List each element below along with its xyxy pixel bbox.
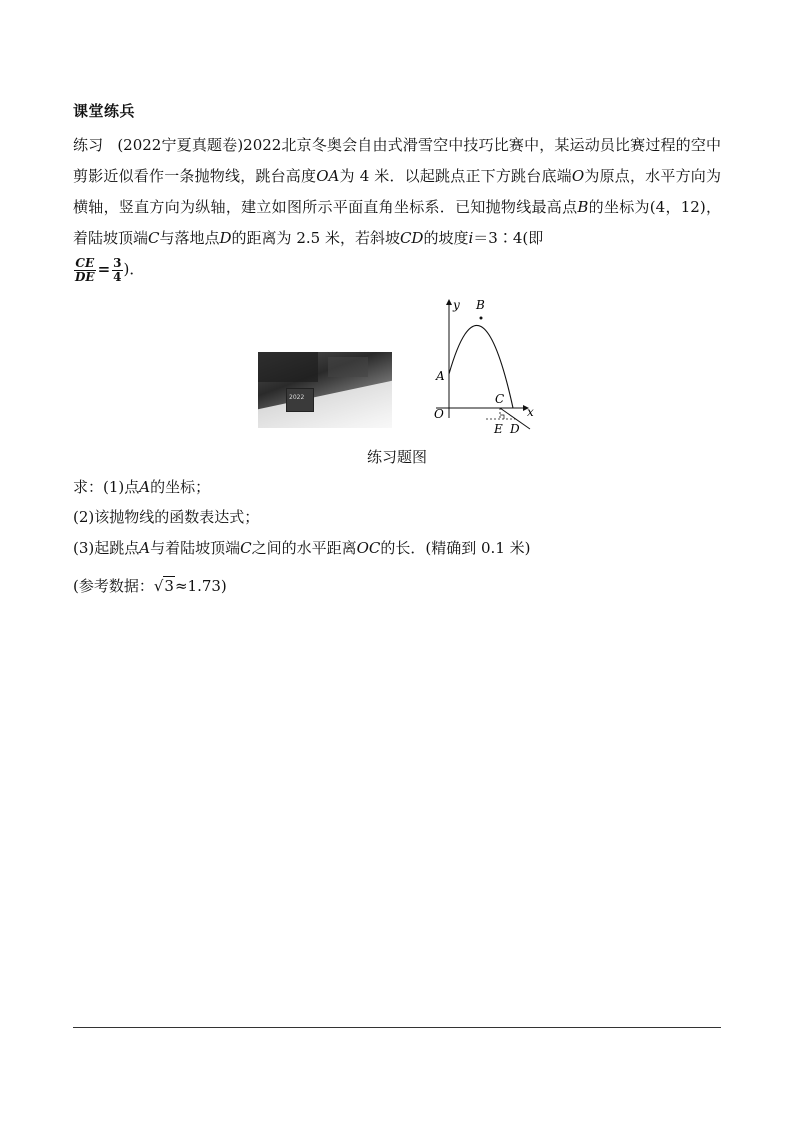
var-b: B [577,198,589,216]
problem-text-9: )． [123,260,145,278]
label-b: B [476,298,485,312]
fraction-4-denominator: 4 [113,269,122,284]
label-e: E [494,422,503,436]
footer-divider [73,1027,721,1028]
problem-text-2: 为 4 米．以起跳点正下方跳台底端 [339,167,572,185]
fraction-3-numerator: 3 [113,255,122,270]
var-i: i [468,229,474,247]
equals-sign: = [97,260,111,278]
problem-statement [73,130,721,285]
q3-text-mid: 与着陆坡顶端 [150,539,241,557]
problem-text-3: 为原点，水平方向为横轴，竖直方向为纵轴，建立如图所示平面直角坐标系．已知抛物线最高点 [73,167,721,216]
label-c: C [495,392,505,406]
sqrt-3: √3 [153,577,174,595]
fraction-three-fourths [112,257,122,284]
problem-text-7: 的坡度 [423,229,469,247]
photo-shadow-2 [328,357,368,377]
fraction-ce-de [74,257,96,284]
figure-caption: 练习题图 [366,448,427,466]
problem-text-1: (2022宁夏真题卷)2022北京冬奥会自由式滑雪空中技巧比赛中，某运动员比赛过程的空中剪影近似看作一条抛物线，跳台高度 [73,136,721,185]
problem-text-5: 与落地点 [159,229,220,247]
label-y: y [453,298,460,312]
var-cd: CD [399,229,424,247]
q3-text-pre: (3)起跳点 [73,539,140,557]
label-d: D [510,422,520,436]
var-d: D [219,229,232,247]
label-a: A [436,369,445,383]
reference-post: ≈1.73) [174,577,227,595]
question-3 [73,538,531,558]
q1-text-post: 的坐标； [150,478,211,496]
problem-text-4: 的坐标为(4，12)，着陆坡顶端 [73,198,721,247]
parabola-diagram [420,294,550,439]
reference-pre: (参考数据： [73,577,154,595]
right-angle-mark [500,415,504,419]
problem-lead: 练习 [73,136,104,154]
photo-sign-text: 2022 [289,394,305,401]
fraction-ce-numerator: CE [75,255,95,270]
q1-var-a: A [139,478,151,496]
problem-text-8: ＝3∶4(即 [473,229,544,247]
q3-text-mid2: 之间的水平距离 [251,539,357,557]
q3-var-c: C [240,539,252,557]
photo-sign [286,388,314,412]
problem-text-6: 的距离为 2.5 米，若斜坡 [231,229,400,247]
var-oa: OA [316,167,340,185]
q3-var-a: A [139,539,151,557]
q1-text-pre: 求：(1)点 [73,478,140,496]
var-o: O [571,167,585,185]
section-title: 课堂练兵 [73,102,136,120]
photo-shadow [258,352,318,382]
point-b [480,317,483,320]
label-x: x [527,405,534,419]
fraction-ce-denominator: DE [75,269,95,284]
question-2: (2)该抛物线的函数表达式； [73,508,260,526]
question-1 [73,477,210,497]
ski-jump-photo [258,352,392,428]
q3-var-oc: OC [356,539,381,557]
label-o: O [434,407,444,421]
q3-text-post: 的长．(精确到 0.1 米) [380,539,531,557]
photo-snow-slope [258,377,392,428]
var-c: C [148,229,160,247]
reference-data [73,576,227,596]
sqrt-radicand: 3 [164,577,174,595]
